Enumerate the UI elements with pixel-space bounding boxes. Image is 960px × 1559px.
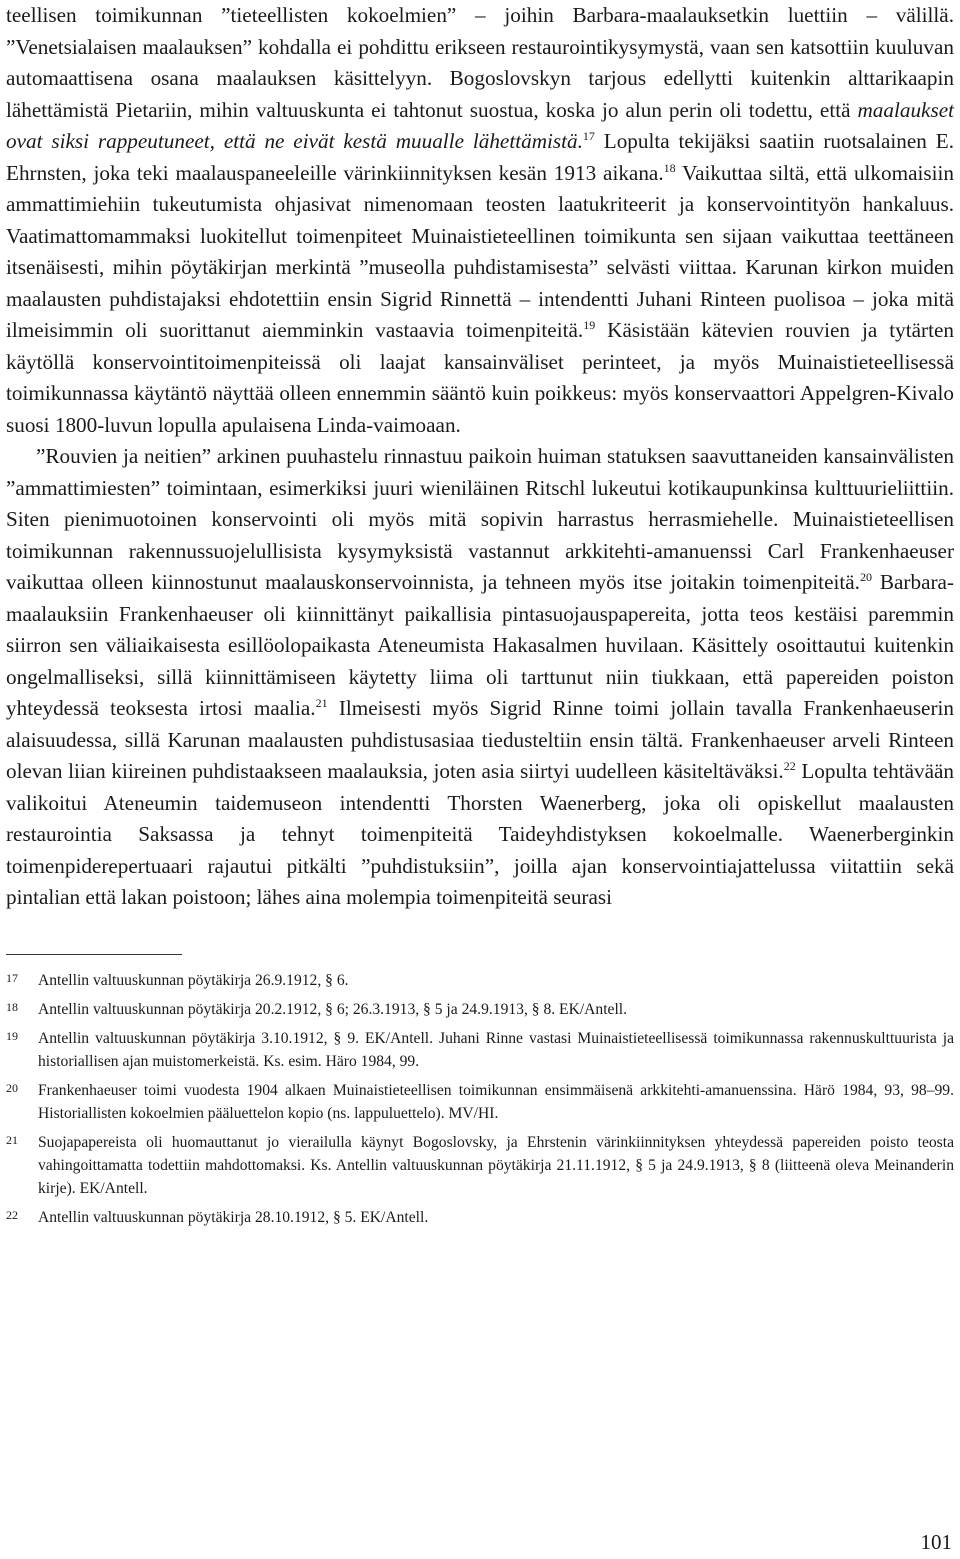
footnote-number: 18 <box>6 999 18 1014</box>
footnote-reference: 18 <box>663 160 676 175</box>
footnote-reference: 19 <box>583 318 596 332</box>
paragraph <box>6 0 954 441</box>
italic-quote: maalaukset ovat siksi rappeutuneet, että ne eivät kestä muualle lähettämistä. <box>6 97 954 153</box>
text-run: ”Rouvien ja neitien” arkinen puuhastelu rinnastuu paikoin huiman statuksen saavuttaneiden kansainvälisten ”ammattimiesten” toimintaan, esimerkiksi juuri wieniläinen Ritschl lukeutui kotikaupunkinsa kulttuurieliittiin. Siten pienimuotoinen konservointi oli myös mitä sopivin harrastus herrasmiehelle. Muinaistieteellisen toimikunnan rakennussuojelullisista kysymyksistä vastannut arkkitehti-amanuenssi Carl Frankenhaeuser vaikuttaa olleen kiinnostunut maalauskonservoinnista, ja tehneen myös itse joitakin toimenpiteitä. <box>6 444 954 594</box>
footnote <box>6 998 954 1021</box>
footnote-text: Antellin valtuuskunnan pöytäkirja 20.2.1912, § 6; 26.3.1913, § 5 ja 24.9.1913, § 8. EK/Antell. <box>38 1000 628 1018</box>
footnote-text: Antellin valtuuskunnan pöytäkirja 28.10.1912, § 5. EK/Antell. <box>38 1208 429 1226</box>
footnote-text: Suojapapereista oli huomauttanut jo vierailulla käynyt Bogoslovsky, ja Ehrstenin värinkiinnityksen yhteydessä papereiden poisto teosta vahingoittamatta todettiin mahdottomaksi. Ks. Antellin valtuuskunnan pöytäkirja 21.11.1912, § 5 ja 24.9.1913, § 8 (liitteenä oleva Meinanderin kirje). EK/Antell. <box>38 1133 954 1197</box>
footnote-divider <box>6 954 182 955</box>
body-text <box>6 0 954 914</box>
footnote-reference: 22 <box>783 759 796 773</box>
footnote <box>6 1206 954 1229</box>
footnote-reference: 20 <box>859 570 872 584</box>
text-run: Lopulta tekijäksi saatiin ruotsalainen E. Ehrnsten, joka teki maalauspaneeleille värinkiinnityksen kesän 1913 aikana. <box>6 129 954 185</box>
footnote-text: Antellin valtuuskunnan pöytäkirja 3.10.1912, § 9. EK/Antell. Juhani Rinne vastasi Muinaistieteellisessä toimikunnassa rakennuskulttuurista ja historiallisen ajan muistomerkeistä. Ks. esim. Häro 1984, 99. <box>38 1029 954 1070</box>
text-run: Lopulta tehtävään valikoitui Ateneumin taidemuseon intendentti Thorsten Waenerberg, joka oli opiskellut maalausten restaurointia Saksassa ja tehnyt toimenpiteitä Taideyhdistyksen kokoelmalle. Waenerberginkin toimenpiderepertuaari rajautui pitkälti ”puhdistuksiin”, joilla ajan konservointiajattelussa viitattiin sekä pintalian että lakan poistoon; lähes aina molempia toimenpiteitä seurasi <box>6 759 954 909</box>
footnotes <box>6 969 954 1229</box>
paragraph <box>6 441 954 914</box>
footnote <box>6 1079 954 1125</box>
page-number: 101 <box>920 1530 952 1554</box>
footnote-reference: 17 <box>582 129 595 143</box>
footnote <box>6 969 954 992</box>
text-run: teellisen toimikunnan ”tieteellisten kokoelmien” – joihin Barbara-maalauksetkin luettiin – välillä. ”Venetsialaisen maalauksen” kohdalla ei pohdittu erikseen restaurointikysymystä, vaan sen katsottiin kuuluvan automaattisena osana maalauksen käsittelyyn. Bogoslovskyn tarjous edellytti kuitenkin alttarikaapin lähettämistä Pietariin, mihin valtuuskunta ei tahtonut suostua, koska jo alun perin oli todettu, että <box>6 3 954 122</box>
footnote-reference: 21 <box>315 696 328 710</box>
document-page <box>6 0 954 1235</box>
text-run: Vaikuttaa siltä, että ulkomaisiin ammattimiehiin tukeutumista ohjasivat nimenomaan teosten laatukriteerit ja konservointityön hankaluus. Vaatimattomammaksi luokitellut toimenpiteet Muinaistieteellinen toimikunta sen sijaan vaikuttaa teettäneen itsenäisesti, mihin pöytäkirjan merkintä ”museolla puhdistamisesta” selvästi viittaa. Karunan kirkon muiden maalausten puhdistajaksi ehdotettiin ensin Sigrid Rinnettä – intendentti Juhani Rinteen puolisoa – joka mitä ilmeisimmin oli suorittanut aiemminkin vastaavia toimenpiteitä. <box>6 160 954 342</box>
text-run: Barbara-maalauksiin Frankenhaeuser oli kiinnittänyt paikallisia pintasuojauspapereita, jotta teos kestäisi paremmin siirron sen väliaikaisesta esillöolopaikasta Ateneumista Hakasalmen huvilaan. Käsittely osoittautui kuitenkin ongelmalliseksi, sillä kiinnittämiseen käytetty liima oli tarttunut niin tiukkaan, että papereiden poiston yhteydessä teoksesta irtosi maalia. <box>6 570 954 720</box>
footnote <box>6 1027 954 1073</box>
text-run: Käsistään kätevien rouvien ja tytärten käytöllä konservointitoimenpiteissä oli laajat kansainväliset perinteet, ja myös Muinaistieteellisessä toimikunnassa käytäntö näyttää olleen ennemmin sääntö kuin poikkeus: myös konservaattori Appelgren-Kivalo suosi 1800-luvun lopulla apulaisena Linda-vaimoaan. <box>6 318 954 437</box>
footnote <box>6 1131 954 1200</box>
footnote-number: 17 <box>6 970 18 985</box>
footnote-text: Frankenhaeuser toimi vuodesta 1904 alkaen Muinaistieteellisen toimikunnan ensimmäisenä arkkitehti-amanuenssina. Härö 1984, 93, 98–99. Historiallisten kokoelmien pääluettelon kopio (ns. lappuluettelo). MV/HI. <box>38 1081 954 1122</box>
text-run: Ilmeisesti myös Sigrid Rinne toimi jollain tavalla Frankenhaeuserin alaisuudessa, sillä Karunan maalausten puhdistusasiaa tiedusteltiin ensin tältä. Frankenhaeuser arveli Rinteen olevan liian kiireinen puhdistaakseen maalauksia, joten asia siirtyi uudelleen käsiteltäväksi. <box>6 696 954 783</box>
footnote-number: 22 <box>6 1207 18 1222</box>
footnote-text: Antellin valtuuskunnan pöytäkirja 26.9.1912, § 6. <box>38 971 349 989</box>
footnote-number: 19 <box>6 1028 18 1043</box>
footnote-number: 20 <box>6 1080 18 1095</box>
footnote-number: 21 <box>6 1132 18 1147</box>
